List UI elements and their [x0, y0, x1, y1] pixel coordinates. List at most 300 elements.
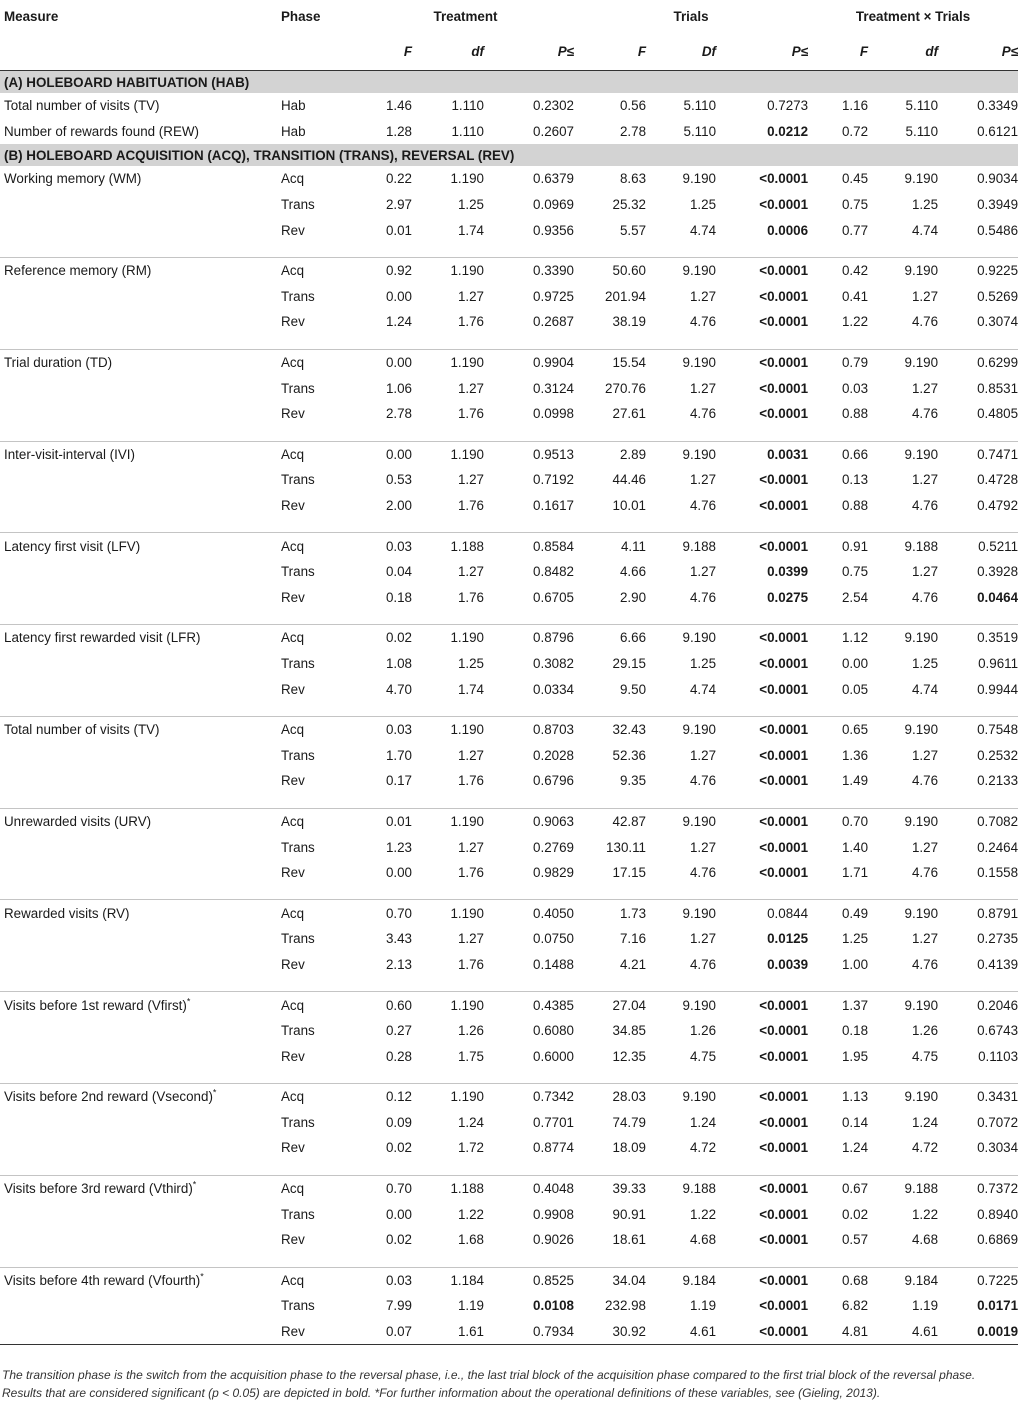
interaction-f-cell: 0.14 [841, 1114, 869, 1130]
treatment-p-cell: 0.4385 [533, 997, 575, 1013]
measure-cell [0, 1267, 277, 1293]
trials-f-cell: 12.35 [612, 1048, 647, 1064]
treatment-p-cell: 0.7701 [533, 1114, 575, 1130]
treatment-p-cell: 0.9026 [533, 1232, 575, 1248]
treatment-df-cell: 1.190 [450, 813, 484, 829]
treatment-p-cell: 0.9904 [533, 355, 575, 371]
measure-separator [0, 335, 1018, 350]
measure-cell [0, 1135, 277, 1161]
trials-f-cell: 32.43 [612, 722, 647, 738]
interaction-p-cell: 0.7372 [977, 1181, 1018, 1197]
trials-f-cell: 4.21 [619, 956, 647, 972]
table-row [0, 401, 1018, 427]
measure-separator [0, 1253, 1018, 1268]
treatment-p-cell: 0.2302 [533, 98, 575, 114]
phase-cell: Hab [281, 98, 306, 114]
measure-cell [0, 1018, 277, 1044]
phase-cell: Acq [281, 997, 305, 1013]
phase-cell: Acq [281, 1089, 305, 1105]
interaction-p-cell: 0.5211 [978, 538, 1018, 554]
interaction-df-header: df [925, 44, 939, 59]
treatment-f-cell: 0.00 [385, 446, 412, 462]
phase-cell: Trans [281, 1023, 315, 1039]
interaction-df-cell: 5.110 [905, 123, 939, 139]
trials-p-header: P≤ [791, 44, 809, 59]
trials-p-cell: <0.0001 [759, 171, 809, 187]
trials-df-cell: 4.68 [689, 1232, 717, 1248]
trials-f-cell: 4.11 [620, 538, 647, 554]
table-row [0, 808, 1018, 834]
treatment-p-cell: 0.0750 [533, 931, 575, 947]
measure-cell [0, 625, 277, 651]
phase-cell: Rev [281, 222, 305, 238]
measure-name: Latency first rewarded visit (LFR) [4, 630, 201, 646]
phase-cell: Acq [281, 355, 305, 371]
trials-f-cell: 10.01 [612, 498, 647, 514]
interaction-f-cell: 0.00 [841, 655, 869, 671]
treatment-df-cell: 1.27 [457, 380, 484, 396]
trials-f-cell: 50.60 [612, 263, 647, 279]
trials-f-cell: 9.50 [619, 681, 647, 697]
trials-df-cell: 1.19 [689, 1298, 717, 1314]
treatment-f-cell: 2.00 [385, 498, 412, 514]
table-row [0, 1175, 1018, 1201]
treatment-p-cell: 0.6000 [533, 1048, 575, 1064]
interaction-f-cell: 0.72 [841, 123, 869, 139]
treatment-p-cell: 0.6379 [533, 171, 575, 187]
treatment-p-cell: 0.8584 [533, 538, 575, 554]
header-group-row [0, 0, 1018, 33]
table-row [0, 952, 1018, 978]
interaction-df-cell: 1.27 [911, 747, 939, 763]
measure-separator [0, 977, 1018, 992]
treatment-p-cell: 0.0108 [533, 1298, 575, 1314]
treatment-df-cell: 1.76 [457, 956, 484, 972]
trials-p-cell: <0.0001 [759, 263, 809, 279]
interaction-df-cell: 9.184 [904, 1272, 939, 1288]
table-row [0, 349, 1018, 375]
trials-p-cell: 0.0125 [767, 931, 809, 947]
interaction-df-cell: 9.190 [904, 355, 939, 371]
treatment-p-cell: 0.8482 [533, 564, 575, 580]
measure-name: Visits before 1st reward (Vfirst) [4, 997, 187, 1013]
treatment-df-cell: 1.190 [450, 905, 484, 921]
measure-name: Trial duration (TD) [4, 355, 113, 371]
measure-cell [0, 1227, 277, 1253]
treatment-p-cell: 0.0334 [533, 681, 575, 697]
trials-f-cell: 0.56 [619, 98, 647, 114]
trials-df-cell: 9.190 [682, 446, 717, 462]
interaction-p-cell: 0.6121 [977, 123, 1018, 139]
treatment-f-cell: 7.99 [385, 1298, 412, 1314]
trials-df-cell: 1.27 [689, 747, 717, 763]
treatment-df-cell: 1.19 [457, 1298, 484, 1314]
table-row [0, 192, 1018, 218]
treatment-p-cell: 0.6080 [533, 1023, 575, 1039]
treatment-f-cell: 0.00 [385, 288, 412, 304]
treatment-df-cell: 1.110 [451, 98, 484, 114]
trials-p-cell: 0.0212 [767, 123, 809, 139]
section-title: (B) HOLEBOARD ACQUISITION (ACQ), TRANSITION (TRANS), REVERSAL (REV) [0, 144, 1018, 166]
trials-df-cell: 9.190 [682, 722, 717, 738]
trials-p-cell: <0.0001 [759, 472, 809, 488]
interaction-f-cell: 0.18 [841, 1023, 869, 1039]
interaction-p-cell: 0.4728 [977, 472, 1018, 488]
trials-df-cell: 4.74 [689, 681, 717, 697]
treatment-p-cell: 0.9356 [533, 222, 575, 238]
treatment-df-cell: 1.110 [451, 123, 484, 139]
interaction-df-cell: 1.27 [911, 472, 939, 488]
interaction-df-cell: 9.190 [904, 813, 939, 829]
treatment-p-cell: 0.1617 [533, 498, 575, 514]
measure-name: Reference memory (RM) [4, 263, 152, 279]
treatment-df-cell: 1.76 [457, 589, 484, 605]
phase-cell: Trans [281, 288, 315, 304]
interaction-p-cell: 0.4792 [977, 498, 1018, 514]
treatment-df-cell: 1.190 [450, 997, 484, 1013]
interaction-df-cell: 4.74 [911, 681, 939, 697]
interaction-f-cell: 1.49 [841, 773, 869, 789]
trials-df-cell: 9.190 [682, 997, 717, 1013]
trials-df-cell: 9.190 [682, 813, 717, 829]
table-row [0, 742, 1018, 768]
table-row [0, 493, 1018, 519]
table-row [0, 1201, 1018, 1227]
treatment-p-cell: 0.7192 [533, 472, 575, 488]
table-row [0, 559, 1018, 585]
trials-f-cell: 15.54 [612, 355, 647, 371]
trials-df-cell: 4.76 [689, 956, 717, 972]
measure-header: Measure [4, 9, 59, 24]
treatment-f-header: F [403, 44, 412, 59]
trials-p-cell: <0.0001 [759, 355, 809, 371]
treatment-f-cell: 0.12 [385, 1089, 412, 1105]
measure-name: Number of rewards found (REW) [4, 123, 199, 139]
interaction-f-cell: 0.77 [841, 222, 869, 238]
treatment-p-cell: 0.9063 [533, 813, 575, 829]
treatment-p-cell: 0.2687 [533, 314, 575, 330]
measure-cell [0, 992, 277, 1018]
phase-cell: Rev [281, 406, 305, 422]
trials-p-cell: <0.0001 [759, 1114, 809, 1130]
treatment-p-cell: 0.3082 [533, 655, 575, 671]
interaction-p-cell: 0.0019 [977, 1324, 1018, 1340]
table-row [0, 834, 1018, 860]
measure-separator [0, 610, 1018, 625]
measure-cell [0, 1084, 277, 1110]
table-row [0, 93, 1018, 119]
interaction-p-cell: 0.9611 [978, 655, 1018, 671]
trials-f-cell: 2.78 [619, 123, 647, 139]
treatment-f-cell: 0.70 [385, 1181, 412, 1197]
phase-cell: Trans [281, 931, 315, 947]
trials-p-cell: <0.0001 [759, 197, 809, 213]
trials-f-cell: 17.15 [612, 865, 647, 881]
interaction-p-cell: 0.6743 [977, 1023, 1018, 1039]
trials-p-cell: <0.0001 [759, 498, 809, 514]
trials-df-cell: 1.22 [689, 1206, 717, 1222]
table-row [0, 1267, 1018, 1293]
measure-cell [0, 559, 277, 585]
interaction-p-cell: 0.7082 [977, 813, 1018, 829]
treatment-f-cell: 0.03 [385, 1272, 412, 1288]
trials-df-cell: 9.190 [682, 263, 717, 279]
phase-cell: Rev [281, 589, 305, 605]
interaction-f-cell: 1.95 [841, 1048, 869, 1064]
section-header-row [0, 71, 1018, 94]
treatment-df-cell: 1.184 [450, 1272, 484, 1288]
trials-df-cell: 9.190 [682, 905, 717, 921]
interaction-f-cell: 4.81 [841, 1324, 869, 1340]
measure-name: Visits before 3rd reward (Vthird) [4, 1181, 193, 1197]
interaction-df-cell: 1.19 [911, 1298, 939, 1314]
interaction-df-cell: 1.24 [911, 1114, 939, 1130]
treatment-df-cell: 1.190 [450, 722, 484, 738]
phase-cell: Acq [281, 263, 305, 279]
trials-p-cell: <0.0001 [759, 865, 809, 881]
treatment-f-cell: 0.70 [385, 905, 412, 921]
treatment-p-cell: 0.0969 [533, 197, 575, 213]
trials-p-cell: <0.0001 [759, 406, 809, 422]
treatment-f-cell: 4.70 [385, 681, 412, 697]
treatment-p-cell: 0.6705 [533, 589, 575, 605]
measure-cell [0, 926, 277, 952]
interaction-df-cell: 1.26 [911, 1023, 939, 1039]
interaction-p-cell: 0.2464 [977, 839, 1018, 855]
trials-p-cell: <0.0001 [759, 839, 809, 855]
measure-name: Latency first visit (LFV) [4, 538, 141, 554]
interaction-f-cell: 0.75 [841, 564, 869, 580]
phase-cell: Acq [281, 813, 305, 829]
measure-cell [0, 467, 277, 493]
treatment-df-cell: 1.188 [450, 538, 484, 554]
phase-cell: Acq [281, 1272, 305, 1288]
treatment-f-cell: 0.00 [385, 355, 412, 371]
trials-f-cell: 39.33 [612, 1181, 647, 1197]
table-row [0, 119, 1018, 145]
treatment-f-cell: 1.24 [385, 314, 412, 330]
measure-cell [0, 1175, 277, 1201]
phase-cell: Acq [281, 630, 305, 646]
measure-separator [0, 518, 1018, 533]
phase-cell: Rev [281, 498, 305, 514]
phase-cell: Rev [281, 314, 305, 330]
treatment-f-cell: 0.01 [385, 813, 412, 829]
trials-df-cell: 1.27 [689, 839, 717, 855]
table-row [0, 1293, 1018, 1319]
trials-df-cell: 4.76 [689, 314, 717, 330]
trials-df-cell: 4.74 [689, 222, 717, 238]
treatment-p-cell: 0.8796 [533, 630, 575, 646]
trials-p-cell: <0.0001 [759, 538, 809, 554]
trials-f-cell: 90.91 [612, 1206, 647, 1222]
trials-p-cell: 0.0399 [767, 564, 809, 580]
treatment-df-cell: 1.190 [450, 171, 484, 187]
treatment-df-cell: 1.76 [457, 865, 484, 881]
measure-cell [0, 533, 277, 559]
trials-p-cell: <0.0001 [759, 1298, 809, 1314]
treatment-p-cell: 0.9829 [533, 865, 575, 881]
treatment-p-cell: 0.9513 [533, 446, 575, 462]
interaction-df-cell: 1.27 [911, 380, 939, 396]
treatment-df-cell: 1.190 [450, 355, 484, 371]
measure-cell [0, 119, 277, 145]
interaction-df-cell: 4.76 [911, 498, 939, 514]
trials-p-cell: <0.0001 [759, 1272, 809, 1288]
table-row [0, 992, 1018, 1018]
trials-p-cell: 0.0844 [767, 905, 809, 921]
trials-p-cell: <0.0001 [759, 1140, 809, 1156]
trials-df-cell: 4.76 [689, 773, 717, 789]
table-row [0, 926, 1018, 952]
measure-name: Visits before 4th reward (Vfourth) [4, 1272, 201, 1288]
treatment-df-cell: 1.74 [457, 681, 484, 697]
interaction-df-cell: 4.72 [911, 1140, 939, 1156]
interaction-f-cell: 0.88 [841, 406, 869, 422]
interaction-df-cell: 4.76 [911, 773, 939, 789]
interaction-f-cell: 0.67 [841, 1181, 869, 1197]
measure-name: Visits before 2nd reward (Vsecond) [4, 1089, 213, 1105]
treatment-f-cell: 0.02 [385, 1140, 412, 1156]
phase-cell: Acq [281, 1181, 305, 1197]
interaction-f-cell: 0.49 [841, 905, 869, 921]
table-row [0, 1110, 1018, 1136]
footnote-line-1: The transition phase is the switch from the acquisition phase to the reversal phase, i.e., the last trial block of the acquisition phase compared to the first trial block of the reversal phase. [2, 1368, 976, 1382]
measure-cell [0, 1319, 277, 1345]
measure-name: Inter-visit-interval (IVI) [4, 446, 135, 462]
measure-name: Total number of visits (TV) [4, 98, 160, 114]
interaction-f-cell: 0.79 [841, 355, 869, 371]
measure-cell [0, 952, 277, 978]
interaction-group-header: Treatment × Trials [855, 9, 971, 24]
treatment-f-cell: 0.04 [385, 564, 412, 580]
trials-df-cell: 5.110 [683, 123, 717, 139]
treatment-p-cell: 0.4048 [533, 1181, 575, 1197]
interaction-f-cell: 1.71 [841, 865, 869, 881]
interaction-p-cell: 0.2133 [977, 773, 1018, 789]
interaction-df-cell: 5.110 [905, 98, 939, 114]
interaction-df-cell: 9.188 [904, 1181, 939, 1197]
treatment-df-cell: 1.27 [457, 564, 484, 580]
interaction-f-cell: 0.13 [841, 472, 869, 488]
treatment-p-cell: 0.3124 [533, 380, 575, 396]
interaction-f-cell: 0.88 [841, 498, 869, 514]
treatment-f-cell: 1.23 [385, 839, 412, 855]
footnote-line-2: Results that are considered significant (p < 0.05) are depicted in bold. *For further information about the operational definitions of these variables, see (Gieling, 2013). [2, 1386, 881, 1400]
trials-df-cell: 5.110 [683, 98, 717, 114]
trials-df-cell: 9.190 [682, 171, 717, 187]
measure-cell [0, 401, 277, 427]
treatment-f-cell: 0.22 [385, 171, 412, 187]
trials-f-cell: 270.76 [605, 380, 647, 396]
trials-df-cell: 1.27 [689, 931, 717, 947]
treatment-df-cell: 1.190 [450, 446, 484, 462]
phase-cell: Acq [281, 446, 305, 462]
table-row [0, 309, 1018, 335]
trials-f-cell: 29.15 [612, 655, 647, 671]
trials-f-cell: 30.92 [612, 1324, 647, 1340]
trials-p-cell: <0.0001 [759, 1089, 809, 1105]
treatment-p-cell: 0.1488 [533, 956, 575, 972]
interaction-p-cell: 0.8940 [977, 1206, 1018, 1222]
table-row [0, 1043, 1018, 1069]
phase-cell: Trans [281, 564, 315, 580]
treatment-p-cell: 0.8774 [533, 1140, 575, 1156]
trials-df-cell: 4.72 [689, 1140, 717, 1156]
treatment-p-cell: 0.7934 [533, 1324, 575, 1340]
measure-cell [0, 860, 277, 886]
treatment-f-cell: 0.07 [385, 1324, 412, 1340]
treatment-df-cell: 1.76 [457, 498, 484, 514]
measure-cell [0, 808, 277, 834]
trials-p-cell: <0.0001 [759, 288, 809, 304]
phase-cell: Acq [281, 905, 305, 921]
treatment-p-cell: 0.2607 [533, 123, 575, 139]
trials-f-cell: 74.79 [612, 1114, 647, 1130]
footnote-marker: * [186, 996, 191, 1007]
trials-f-cell: 27.61 [612, 406, 647, 422]
measure-cell [0, 257, 277, 283]
trials-f-cell: 42.87 [612, 813, 647, 829]
interaction-f-cell: 0.57 [841, 1232, 869, 1248]
table-row [0, 625, 1018, 651]
trials-f-header: F [637, 44, 647, 59]
interaction-df-cell: 4.68 [911, 1232, 939, 1248]
interaction-p-cell: 0.3431 [977, 1089, 1018, 1105]
trials-df-cell: 1.25 [689, 655, 717, 671]
treatment-df-cell: 1.188 [450, 1181, 484, 1197]
trials-df-cell: 9.184 [682, 1272, 717, 1288]
interaction-p-cell: 0.2532 [977, 747, 1018, 763]
treatment-f-cell: 0.92 [385, 263, 412, 279]
measure-cell [0, 441, 277, 467]
table-row [0, 651, 1018, 677]
table-row [0, 166, 1018, 192]
trials-f-cell: 130.11 [606, 839, 647, 855]
treatment-p-cell: 0.9725 [533, 288, 575, 304]
trials-p-cell: <0.0001 [759, 813, 809, 829]
trials-group-header: Trials [673, 9, 709, 24]
phase-cell: Trans [281, 1298, 315, 1314]
phase-cell: Rev [281, 773, 305, 789]
trials-f-cell: 2.90 [619, 589, 647, 605]
interaction-f-cell: 0.41 [841, 288, 869, 304]
trials-df-cell: 4.76 [689, 589, 717, 605]
trials-f-cell: 18.09 [612, 1140, 647, 1156]
treatment-p-cell: 0.3390 [533, 263, 575, 279]
phase-cell: Rev [281, 1048, 305, 1064]
interaction-p-cell: 0.3519 [977, 630, 1018, 646]
treatment-df-header: df [471, 44, 484, 59]
interaction-f-cell: 1.12 [841, 630, 869, 646]
interaction-f-cell: 1.22 [841, 314, 869, 330]
table-row [0, 716, 1018, 742]
treatment-f-cell: 0.09 [385, 1114, 412, 1130]
treatment-f-cell: 3.43 [385, 931, 412, 947]
interaction-f-cell: 0.66 [841, 446, 869, 462]
interaction-p-cell: 0.0464 [977, 589, 1018, 605]
measure-cell [0, 651, 277, 677]
table-row [0, 257, 1018, 283]
trials-f-cell: 2.89 [619, 446, 647, 462]
phase-cell: Trans [281, 472, 315, 488]
interaction-p-cell: 0.8791 [977, 905, 1018, 921]
treatment-df-cell: 1.76 [457, 406, 484, 422]
interaction-df-cell: 9.190 [904, 1089, 939, 1105]
trials-f-cell: 34.85 [612, 1023, 647, 1039]
treatment-f-cell: 0.17 [385, 773, 412, 789]
interaction-p-cell: 0.7548 [977, 722, 1018, 738]
